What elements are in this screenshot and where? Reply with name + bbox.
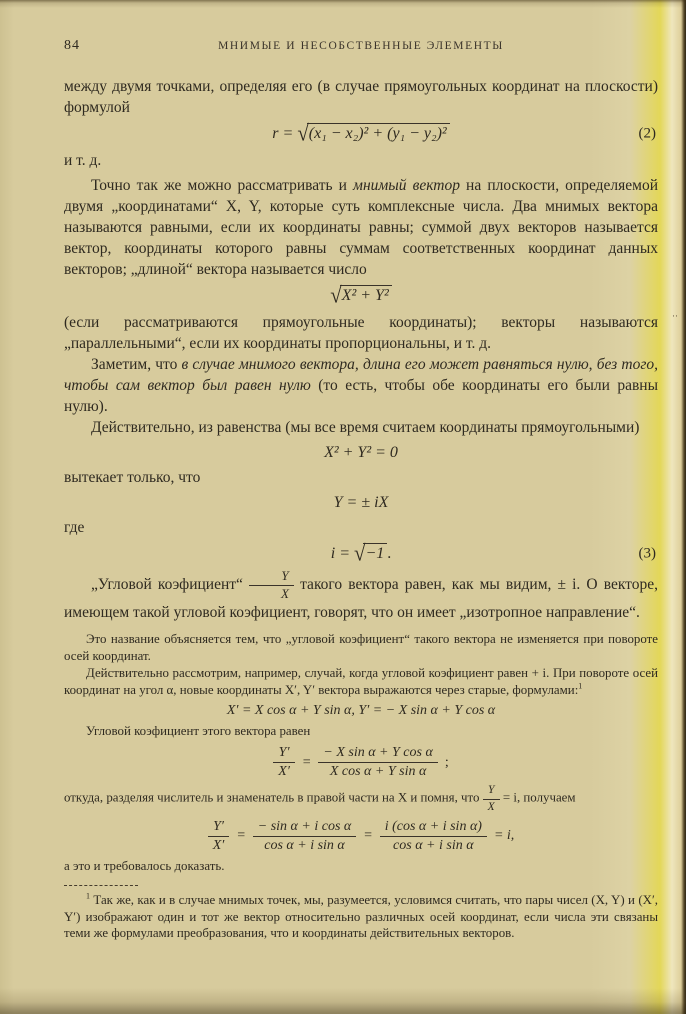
fraction-numerator: Y′: [208, 819, 230, 837]
fraction-numerator: Y: [249, 569, 294, 586]
radical-icon: √: [330, 282, 342, 308]
equation-sum-zero: X² + Y² = 0: [324, 443, 398, 461]
equation-2-number: (2): [638, 125, 656, 142]
fraction-sincos: [253, 819, 356, 854]
equation-rotation: X′ = X cos α + Y sin α, Y′ = − X sin α + Y cos α: [226, 703, 496, 719]
equation-slope-ratio: [64, 745, 658, 780]
equation-2-radicand: (x₁ − x₂)² + (y₁ − y₂)²: [307, 123, 450, 142]
equals-sign: =: [301, 754, 312, 770]
footnote-separator: [64, 885, 138, 886]
fraction-y-over-x: [483, 784, 500, 813]
paragraph-part: (то есть, чтобы обе координаты его были равны нулю).: [64, 376, 658, 415]
fraction-numerator: Y: [483, 784, 500, 799]
italic-phrase: в случае мнимого вектора, длина его может равняться нулю, без того, чтобы сам вектор был равен нулю: [64, 355, 658, 394]
fraction-denominator: cos α + i sin α: [393, 837, 474, 853]
fraction-yprime-xprime: [208, 819, 230, 854]
equals-sign: =: [363, 828, 373, 844]
fraction-denominator: X: [281, 586, 289, 602]
running-head: МНИМЫЕ И НЕСОБСТВЕННЫЕ ЭЛЕМЕНТЫ: [218, 40, 504, 52]
page-edge-mark: ··: [672, 311, 678, 321]
equation-line: [64, 745, 658, 780]
radical-icon: √: [297, 121, 309, 146]
paragraph-parallel: (если рассматриваются прямоугольные координаты); векторы называются „параллельными“, если их координаты пропорциональны, и т. д.: [64, 313, 658, 352]
fraction-yprime-xprime: [273, 745, 295, 780]
paragraph-part: такого вектора равен, как мы видим, ± i. О векторе, имеющем такой угловой коэфициент, говорят, что он имеет „изотропное направление“.: [64, 576, 658, 622]
footnote-text: Так же, как и в случае мнимых точек, мы, разумеется, условимся считать, что пары чисел (X, Y) и (X′, Y′) изображают один и тот же вектор относительно различных осей координат, если числа эти связаны теми же формулами преобразования, что и координаты действительных векторов.: [64, 892, 658, 941]
fraction-numerator: − X sin α + Y cos α: [318, 745, 437, 763]
fraction-rotated: [318, 745, 437, 780]
footnote-marker: 1: [86, 891, 90, 901]
smalltype-paragraph-coefficient: Угловой коэфициент этого вектора равен: [86, 724, 311, 739]
period: .: [387, 544, 392, 562]
smalltype-paragraph-divide: [64, 784, 658, 813]
fraction-denominator: cos α + i sin α: [264, 837, 345, 853]
fraction-numerator: i (cos α + i sin α): [380, 819, 487, 837]
equation-3-radicand: −1: [363, 543, 387, 562]
smalltype-paragraph-name: Это название объясняется тем, что „угловой коэфициент“ такого вектора не изменяется при повороте осей координат.: [64, 632, 658, 664]
paragraph-intro: между двумя точками, определяя его (в случае прямоугольных координат на плоскости) формулой: [64, 78, 658, 116]
fraction-denominator: X′: [212, 837, 225, 853]
fraction-factored: [380, 819, 487, 854]
paragraph-part: „Угловой коэфициент“: [91, 576, 250, 594]
equation-3-lhs: i: [330, 544, 336, 562]
italic-phrase: мнимый вектор: [353, 176, 460, 194]
fraction-denominator: X cos α + Y sin α: [329, 764, 427, 780]
equals-sign: =: [282, 125, 294, 142]
page-header: [64, 38, 658, 54]
equation-final: [64, 819, 658, 854]
paragraph-imaginary-vector: [64, 175, 658, 280]
paragraph-part: откуда, разделяя числитель и знаменатель в правой части на X и помня, что: [64, 791, 483, 806]
paragraph-follows: вытекает только, что: [64, 468, 201, 486]
paragraph-part: Заметим, что: [91, 355, 182, 373]
fraction-denominator: X: [487, 800, 495, 813]
equation-length-radicand: X² + Y²: [340, 285, 392, 304]
paragraph-part: Действительно рассмотрим, например, случай, когда угловой коэфициент равен + i. При повороте осей координат на угол α, новые координаты X′, Y′ вектора выражаются через старые, формулами:: [64, 665, 658, 697]
equation-line: [64, 819, 658, 854]
semicolon: ;: [444, 754, 449, 770]
equation-2-lhs: r: [272, 125, 279, 142]
smalltype-paragraph-rotation: [64, 665, 658, 699]
text-column: [64, 38, 658, 942]
equals-sign: =: [339, 544, 351, 562]
paragraph-where: где: [64, 518, 85, 536]
equation-length: [64, 282, 658, 308]
paragraph-part: Точно так же можно рассматривать и: [91, 176, 354, 194]
result-term: = i,: [493, 828, 515, 844]
fraction-numerator: Y′: [273, 745, 295, 763]
footnote-marker: 1: [578, 681, 583, 691]
footnote: [64, 892, 658, 942]
paragraph-slope: [64, 569, 658, 623]
fraction-denominator: X′: [278, 764, 290, 780]
paragraph-remark: [64, 354, 658, 417]
radical-icon: √: [354, 540, 366, 566]
paragraph-part: = i, получаем: [499, 791, 576, 806]
paragraph-etc: и т. д.: [64, 151, 102, 169]
equation-3: [64, 540, 658, 566]
equation-y-ix: Y = ± iX: [333, 493, 389, 511]
equation-2: [64, 121, 658, 146]
paragraph-part: на плоскости, определяемой двумя „координатами“ X, Y, которые суть комплексные числа. Два мнимых вектора называются равными, если их координаты равны; суммой двух векторов называется вектор, координаты которого равны суммам соответственных координат данных векторов; „длиной“ вектора называется число: [64, 176, 659, 278]
equation-3-number: (3): [638, 545, 656, 562]
page-number: 84: [64, 38, 80, 53]
paragraph-indeed: Действительно, из равенства (мы все время считаем координаты прямоугольными): [91, 418, 640, 436]
fraction-y-over-x: [249, 569, 294, 602]
fraction-numerator: − sin α + i cos α: [253, 819, 356, 837]
equals-sign: =: [236, 828, 246, 844]
smalltype-paragraph-qed: а это и требовалось доказать.: [64, 859, 225, 874]
